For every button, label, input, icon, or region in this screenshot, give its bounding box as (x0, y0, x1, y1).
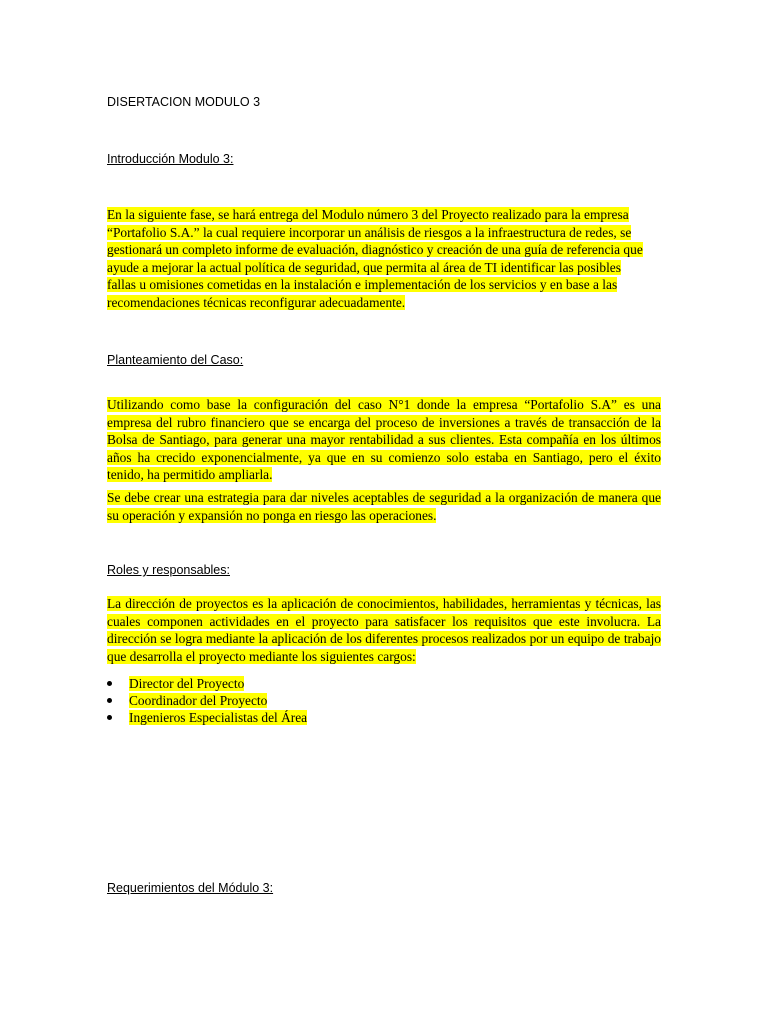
intro-line: fallas u omisiones cometidas en la instalación e implementación de los servicios y en base a las (107, 277, 618, 293)
list-item (107, 692, 307, 709)
caso-paragraph-1-text: Utilizando como base la configuración del caso N°1 donde la empresa “Portafolio S.A” es una empresa del rubro financiero que se encarga del proceso de inversiones a través de transacción de la Bolsa de Santiago, para generar una mayor rentabilidad a sus clientes. Esta compañía en los últimos años ha crecido exponencialmente, ya que en su comienzo solo estaba en Santiago, pero el éxito tenido, ha permitido ampliarla. (107, 397, 661, 483)
roles-paragraph (107, 595, 661, 665)
roles-list (107, 675, 307, 726)
section-heading-introduccion: Introducción Modulo 3: (107, 152, 234, 166)
section-heading-roles: Roles y responsables: (107, 563, 230, 577)
list-item-label: Coordinador del Proyecto (129, 693, 268, 708)
list-item-label: Director del Proyecto (129, 676, 245, 691)
intro-line: recomendaciones técnicas reconfigurar adecuadamente. (107, 294, 406, 310)
roles-paragraph-text: La dirección de proyectos es la aplicación de conocimientos, habilidades, herramientas y técnicas, las cuales componen actividades en el proyecto para satisfacer los requisitos que este involucra. La dirección se logra mediante la aplicación de los diferentes procesos realizados por un equipo de trabajo que desarrolla el proyecto mediante los siguientes cargos: (107, 596, 661, 664)
section-heading-requerimientos: Requerimientos del Módulo 3: (107, 881, 274, 895)
caso-paragraph-2 (107, 489, 661, 524)
document-title: DISERTACION MODULO 3 (107, 95, 261, 109)
intro-paragraph (107, 206, 661, 312)
list-item-label: Ingenieros Especialistas del Área (129, 710, 308, 725)
bullet-icon (107, 698, 112, 703)
bullet-icon (107, 715, 112, 720)
caso-paragraph-2-text: Se debe crear una estrategia para dar niveles aceptables de seguridad a la organización de manera que su operación y expansión no ponga en riesgo las operaciones. (107, 490, 661, 523)
list-item (107, 675, 307, 692)
list-item (107, 709, 307, 726)
bullet-icon (107, 681, 112, 686)
intro-line: gestionará un completo informe de evaluación, diagnóstico y creación de una guía de referencia que (107, 242, 643, 258)
caso-paragraph-1 (107, 396, 661, 484)
intro-line: En la siguiente fase, se hará entrega del Modulo número 3 del Proyecto realizado para la empresa (107, 207, 629, 222)
intro-line: “Portafolio S.A.” la cual requiere incorporar un análisis de riesgos a la infraestructura de redes, se (107, 224, 632, 240)
section-heading-planteamiento: Planteamiento del Caso: (107, 353, 244, 367)
intro-line: ayude a mejorar la actual política de seguridad, que permita al área de TI identificar las posibles (107, 259, 621, 275)
